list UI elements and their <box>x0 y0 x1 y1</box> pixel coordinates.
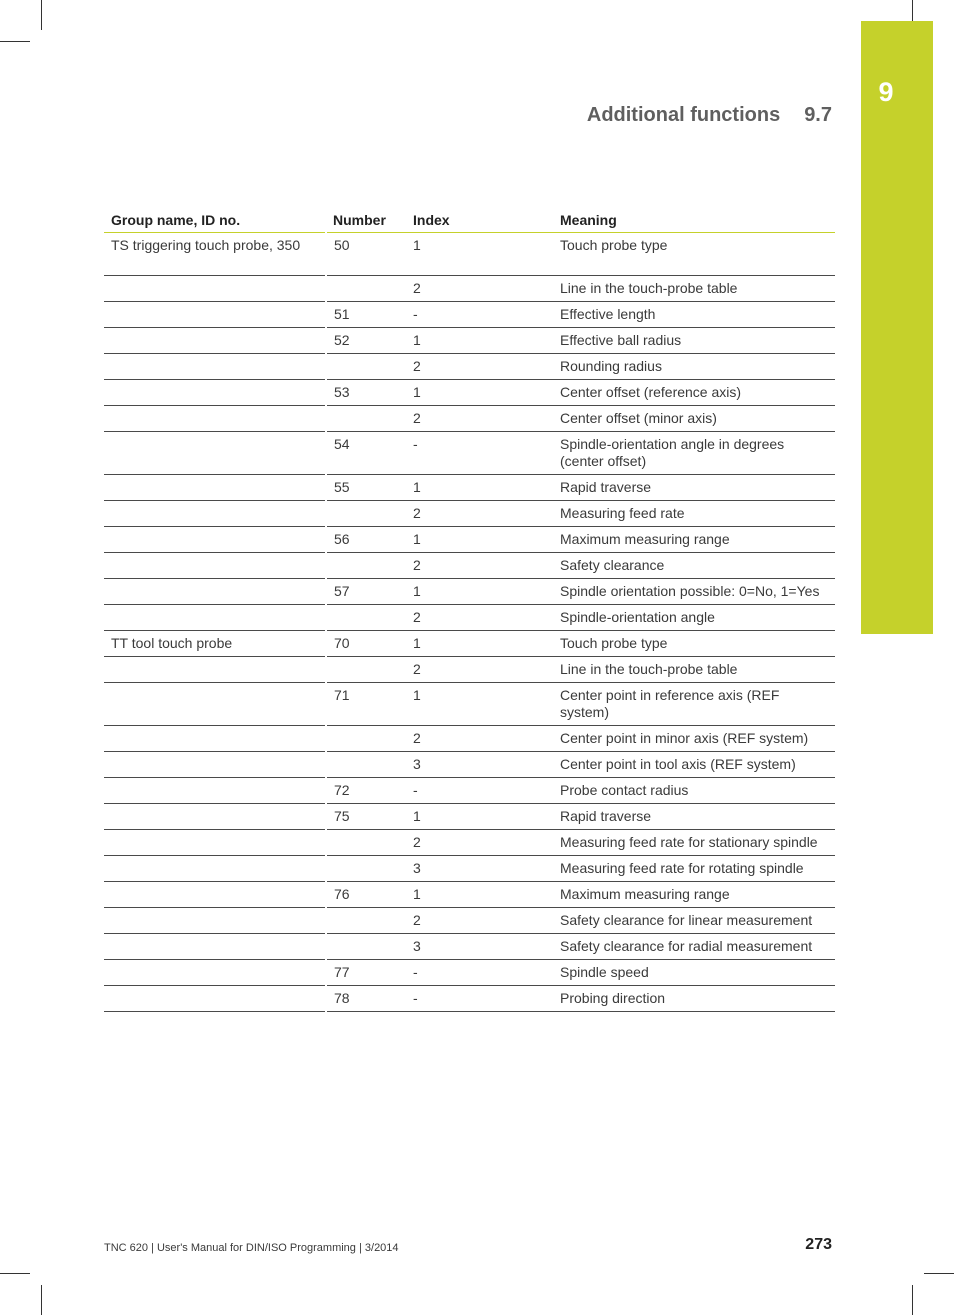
cell-meaning: Center point in minor axis (REF system) <box>553 726 835 752</box>
cell-index: 2 <box>406 276 553 302</box>
cell-group <box>104 908 326 934</box>
cell-meaning: Safety clearance for radial measurement <box>553 934 835 960</box>
cell-meaning: Rapid traverse <box>553 804 835 830</box>
cell-index: 2 <box>406 553 553 579</box>
column-header-meaning: Meaning <box>553 207 835 233</box>
table-row <box>104 380 835 406</box>
cell-number <box>326 354 406 380</box>
cell-group <box>104 605 326 631</box>
cell-index: 2 <box>406 657 553 683</box>
cell-index: 1 <box>406 631 553 657</box>
chapter-number: 9 <box>878 77 894 107</box>
cell-number <box>326 726 406 752</box>
cell-number <box>326 908 406 934</box>
cell-group <box>104 276 326 302</box>
table-row <box>104 856 835 882</box>
cell-number <box>326 657 406 683</box>
cell-group <box>104 934 326 960</box>
crop-mark <box>41 0 42 30</box>
column-header-number: Number <box>326 207 406 233</box>
table-header-row <box>104 207 835 233</box>
cell-meaning: Maximum measuring range <box>553 527 835 553</box>
cell-meaning: Measuring feed rate for stationary spindle <box>553 830 835 856</box>
cell-number: 52 <box>326 328 406 354</box>
table-row <box>104 804 835 830</box>
cell-index: 1 <box>406 328 553 354</box>
cell-meaning: Probe contact radius <box>553 778 835 804</box>
page-number: 273 <box>805 1236 832 1253</box>
cell-group <box>104 830 326 856</box>
cell-group <box>104 527 326 553</box>
cell-group <box>104 354 326 380</box>
cell-number <box>326 856 406 882</box>
cell-meaning: Touch probe type <box>553 233 835 276</box>
cell-group <box>104 882 326 908</box>
cell-index: 1 <box>406 527 553 553</box>
cell-group <box>104 553 326 579</box>
page-header <box>560 104 832 127</box>
parameter-table <box>104 207 835 1012</box>
cell-index: 2 <box>406 501 553 527</box>
cell-group <box>104 302 326 328</box>
cell-number: 71 <box>326 683 406 726</box>
table-row <box>104 328 835 354</box>
table-row <box>104 752 835 778</box>
table-row <box>104 960 835 986</box>
table-row <box>104 233 835 276</box>
cell-group <box>104 501 326 527</box>
table-row <box>104 354 835 380</box>
cell-index: 3 <box>406 752 553 778</box>
table-row <box>104 986 835 1012</box>
table-row <box>104 406 835 432</box>
cell-index: - <box>406 778 553 804</box>
cell-meaning: Spindle-orientation angle in degrees (center offset) <box>553 432 835 475</box>
cell-number: 50 <box>326 233 406 276</box>
cell-number: 51 <box>326 302 406 328</box>
cell-number: 75 <box>326 804 406 830</box>
cell-meaning: Line in the touch-probe table <box>553 276 835 302</box>
cell-meaning: Rounding radius <box>553 354 835 380</box>
cell-index: 1 <box>406 804 553 830</box>
cell-number: 56 <box>326 527 406 553</box>
cell-number: 53 <box>326 380 406 406</box>
cell-meaning: Safety clearance for linear measurement <box>553 908 835 934</box>
table-row <box>104 683 835 726</box>
cell-meaning: Spindle-orientation angle <box>553 605 835 631</box>
cell-index: - <box>406 432 553 475</box>
cell-meaning: Maximum measuring range <box>553 882 835 908</box>
cell-group <box>104 683 326 726</box>
cell-index: 2 <box>406 830 553 856</box>
cell-group <box>104 986 326 1012</box>
cell-number <box>326 276 406 302</box>
crop-mark <box>912 1285 913 1315</box>
cell-index: 1 <box>406 579 553 605</box>
cell-group <box>104 380 326 406</box>
table-row <box>104 726 835 752</box>
cell-number: 70 <box>326 631 406 657</box>
column-header-index: Index <box>406 207 553 233</box>
cell-number: 57 <box>326 579 406 605</box>
table-row <box>104 605 835 631</box>
crop-mark <box>0 41 30 42</box>
table-row <box>104 778 835 804</box>
cell-meaning: Measuring feed rate for rotating spindle <box>553 856 835 882</box>
cell-group <box>104 475 326 501</box>
cell-index: 3 <box>406 934 553 960</box>
crop-mark <box>912 0 913 22</box>
cell-index: 3 <box>406 856 553 882</box>
table-row <box>104 302 835 328</box>
cell-meaning: Effective ball radius <box>553 328 835 354</box>
footer-text: TNC 620 | User's Manual for DIN/ISO Programming | 3/2014 <box>104 1242 399 1254</box>
table-row <box>104 501 835 527</box>
cell-meaning: Center offset (minor axis) <box>553 406 835 432</box>
cell-group <box>104 432 326 475</box>
table-row <box>104 934 835 960</box>
header-section: 9.7 <box>804 104 832 126</box>
cell-meaning: Safety clearance <box>553 553 835 579</box>
cell-group: TT tool touch probe <box>104 631 326 657</box>
cell-group <box>104 657 326 683</box>
table-row <box>104 527 835 553</box>
table-row <box>104 830 835 856</box>
table-row <box>104 882 835 908</box>
cell-number: 54 <box>326 432 406 475</box>
cell-number <box>326 553 406 579</box>
cell-meaning: Effective length <box>553 302 835 328</box>
cell-number <box>326 934 406 960</box>
cell-group: TS triggering touch probe, 350 <box>104 233 326 276</box>
cell-index: 2 <box>406 726 553 752</box>
cell-group <box>104 778 326 804</box>
crop-mark <box>0 1273 30 1274</box>
crop-mark <box>41 1285 42 1315</box>
cell-meaning: Center point in reference axis (REF system) <box>553 683 835 726</box>
cell-index: - <box>406 960 553 986</box>
cell-group <box>104 328 326 354</box>
cell-meaning: Measuring feed rate <box>553 501 835 527</box>
cell-number: 72 <box>326 778 406 804</box>
cell-number <box>326 406 406 432</box>
cell-group <box>104 579 326 605</box>
cell-meaning: Rapid traverse <box>553 475 835 501</box>
cell-meaning: Center point in tool axis (REF system) <box>553 752 835 778</box>
table-row <box>104 432 835 475</box>
table-row <box>104 276 835 302</box>
cell-group <box>104 406 326 432</box>
cell-number: 76 <box>326 882 406 908</box>
cell-index: - <box>406 302 553 328</box>
cell-meaning: Line in the touch-probe table <box>553 657 835 683</box>
cell-number <box>326 501 406 527</box>
table-row <box>104 657 835 683</box>
column-header-group: Group name, ID no. <box>104 207 326 233</box>
cell-group <box>104 726 326 752</box>
cell-index: 2 <box>406 406 553 432</box>
cell-index: 2 <box>406 908 553 934</box>
cell-index: 1 <box>406 683 553 726</box>
cell-index: 2 <box>406 354 553 380</box>
header-title: Additional functions <box>586 104 781 126</box>
cell-meaning: Spindle speed <box>553 960 835 986</box>
cell-meaning: Center offset (reference axis) <box>553 380 835 406</box>
cell-number <box>326 752 406 778</box>
cell-meaning: Probing direction <box>553 986 835 1012</box>
table-row <box>104 553 835 579</box>
cell-meaning: Spindle orientation possible: 0=No, 1=Yes <box>553 579 835 605</box>
cell-number: 78 <box>326 986 406 1012</box>
cell-number <box>326 605 406 631</box>
chapter-tab <box>861 21 933 634</box>
cell-group <box>104 856 326 882</box>
cell-number: 55 <box>326 475 406 501</box>
table-row <box>104 631 835 657</box>
cell-group <box>104 752 326 778</box>
cell-index: 1 <box>406 380 553 406</box>
cell-number <box>326 830 406 856</box>
cell-index: 1 <box>406 475 553 501</box>
crop-mark <box>924 1273 954 1274</box>
table-row <box>104 908 835 934</box>
cell-number: 77 <box>326 960 406 986</box>
cell-index: 1 <box>406 882 553 908</box>
cell-index: 1 <box>406 233 553 276</box>
cell-meaning: Touch probe type <box>553 631 835 657</box>
cell-index: - <box>406 986 553 1012</box>
table-row <box>104 475 835 501</box>
cell-index: 2 <box>406 605 553 631</box>
table-row <box>104 579 835 605</box>
cell-group <box>104 804 326 830</box>
cell-group <box>104 960 326 986</box>
